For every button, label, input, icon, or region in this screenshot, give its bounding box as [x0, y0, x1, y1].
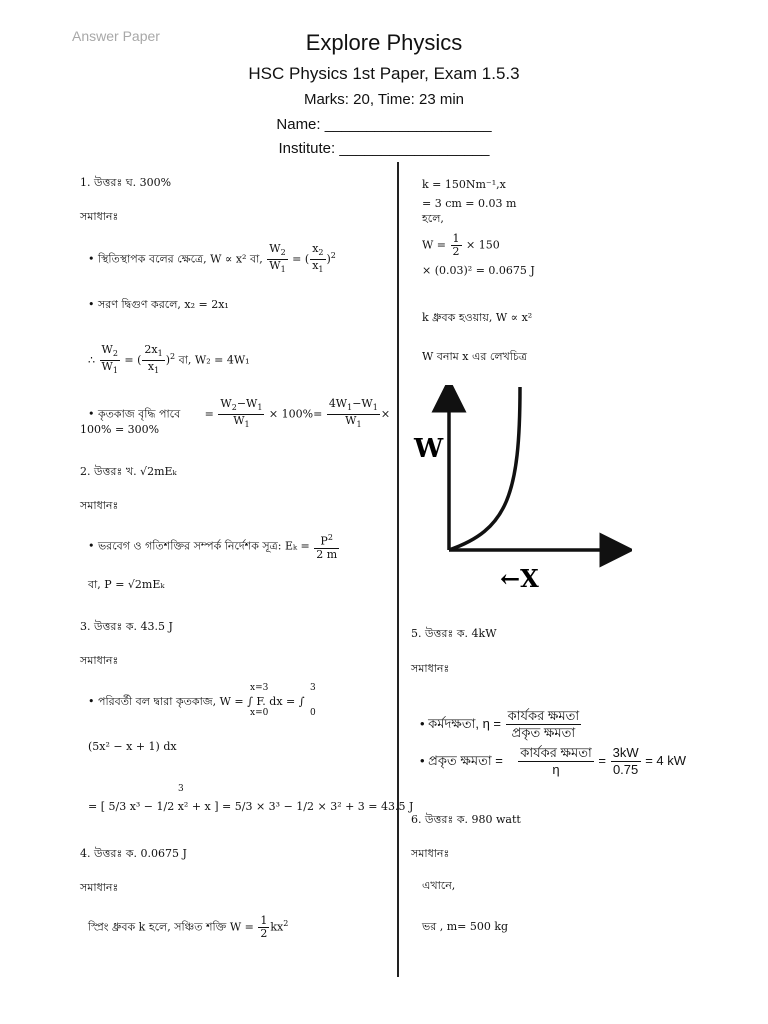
q6-solution-label: সমাধানঃ	[411, 847, 450, 860]
column-divider	[397, 162, 399, 977]
q5-frac-power: $\frac{\text{কার্যকর ক্ষমতা}}{\eta}$	[520, 745, 592, 777]
marks-time: Marks: 20, Time: 23 min	[303, 91, 465, 108]
q2-line1-text: • ভরবেগ ও গতিশক্তির সম্পর্ক নির্দেশক সূত্র: Eₖ =	[88, 539, 310, 553]
r-line6: k ধ্রুবক হওয়ায়, W ∝ x²	[422, 311, 533, 324]
q5-solution-label: সমাধানঃ	[411, 662, 450, 675]
r-line4	[422, 233, 500, 258]
q6-line2: ভর , m= 500 kg	[422, 920, 509, 933]
q4-line1-text: স্প্রিং ধ্রুবক k হলে, সঞ্চিত শক্তি W =	[88, 920, 254, 934]
q6-answer: 6. উত্তরঃ ক. 980 watt	[411, 813, 521, 826]
r-frac-half: $\frac{1}{2}$	[452, 232, 460, 258]
r-line4-suffix: × 150	[466, 238, 500, 252]
page-title: Explore Physics	[305, 30, 463, 55]
q4-solution-label: সমাধানঃ	[80, 881, 119, 894]
q5-answer: 5. উত্তরঃ ক. 4kW	[411, 627, 497, 640]
q5-line2-result: = 4 kW	[645, 752, 687, 768]
q1-frac-4w: $\frac{4W_1-W_1}{W_1}$	[328, 397, 378, 430]
q5-frac-eff: $\frac{\text{কার্যকর ক্ষমতা}}{\text{প্রকৃত ক্ষমতা}}$	[507, 708, 580, 740]
q1-line5: 100% = 300%	[80, 423, 160, 436]
q2-solution-label: সমাধানঃ	[80, 499, 119, 512]
q3-lim-bot: x=0	[250, 708, 269, 718]
q3-lim2-bot: 0	[310, 708, 316, 718]
q2-line2: বা, P = √2mEₖ	[88, 578, 165, 591]
q1-line4-text: • কৃতকাজ বৃদ্ধি পাবে	[88, 407, 181, 421]
q1-line2: • সরণ দ্বিগুণ করলে, x₂ = 2x₁	[88, 298, 229, 311]
q3-line3-limit: 3	[178, 784, 184, 794]
r-line4-prefix: W =	[422, 238, 447, 252]
q5-line2: • প্রকৃত ক্ষমতা = $\frac{\text{কার্যকর ক্ষমতা}}{\eta}$ = $\frac{3kW}{0.75}$ = 4 kW	[420, 745, 687, 777]
q1-answer: 1. উত্তরঃ ঘ. 300%	[80, 176, 172, 189]
q3-line1: • পরিবর্তী বল দ্বারা কৃতকাজ, W = ∫ F. dx = ∫	[88, 695, 305, 708]
q3-line2: (5x² − x + 1) dx	[88, 740, 177, 753]
w-vs-x-graph	[412, 385, 632, 595]
q1-line4: • কৃতকাজ বৃদ্ধি পাবে = $\frac{W_2-W_1}{W_1}$ × 100%= $\frac{4W_1-W_1}{W_1}$ ×	[88, 397, 391, 430]
q5-frac-value: $\frac{3kW}{0.75}$	[612, 745, 639, 777]
q1-frac-2x: $\frac{2x_1}{x_1}$	[144, 343, 163, 376]
q5-line1-prefix: • কর্মদক্ষতা, η =	[420, 715, 502, 731]
q5-line1	[420, 708, 582, 741]
q3-line3: = [ 5/3 x³ − 1/2 x² + x ] = 5/3 × 3³ − 1/2 × 3² + 3 = 43.5 J	[88, 800, 414, 813]
parabola-curve	[449, 387, 520, 550]
q3-answer: 3. উত্তরঃ ক. 43.5 J	[80, 620, 173, 633]
q2-line1	[88, 532, 340, 561]
q3-lim2-top: 3	[310, 683, 316, 693]
q4-frac: $\frac{1}{2}$	[260, 914, 268, 940]
q3-solution-label: সমাধানঃ	[80, 654, 119, 667]
q2-frac: $\frac{P^2}{2 m}$	[316, 533, 338, 561]
answer-paper-tag: Answer Paper	[72, 28, 160, 44]
q1-line3: ∴ $\frac{W_2}{W_1}$ = ( $\frac{2x_1}{x_1}$ )$^2$ বা, W₂ = 4W₁	[88, 343, 250, 376]
r-line5: × (0.03)² = 0.0675 J	[422, 264, 535, 277]
graph-y-label: W	[414, 434, 444, 464]
exam-subtitle: HSC Physics 1st Paper, Exam 1.5.3	[248, 64, 520, 83]
q6-line1: এখানে,	[422, 879, 456, 892]
q1-line1: • স্থিতিস্থাপক বলের ক্ষেত্রে, W ∝ x² বা, $\frac{W_2}{W_1}$ = ( $\frac{x_2}{x_1}$ )$^2$	[88, 242, 336, 275]
q4-line1: স্প্রিং ধ্রুবক k হলে, সঞ্চিত শক্তি W = $\frac{1}{2}$ $kx^2$	[88, 914, 289, 940]
q1-frac-diff: $\frac{W_2-W_1}{W_1}$	[220, 397, 263, 430]
q1-frac-w: $\frac{W_2}{W_1}$	[269, 242, 286, 275]
q1-line1-text: • স্থিতিস্থাপক বলের ক্ষেত্রে, W ∝ x² বা,	[88, 252, 263, 266]
name-field: Name: ____________________	[276, 116, 492, 133]
r-line1: k = 150Nm⁻¹,x	[422, 178, 506, 191]
r-line3: হলে,	[422, 212, 444, 225]
q4-answer: 4. উত্তরঃ ক. 0.0675 J	[80, 847, 187, 860]
r-line7: W বনাম x এর লেখচিত্র	[422, 350, 527, 363]
q1-frac-w2: $\frac{W_2}{W_1}$	[101, 343, 118, 376]
institute-field: Institute: __________________	[278, 140, 490, 157]
q1-line3-suffix: বা, W₂ = 4W₁	[178, 353, 250, 367]
q2-answer: 2. উত্তরঃ খ. √2mEₖ	[80, 465, 177, 478]
q5-line2-prefix: • প্রকৃত ক্ষমতা =	[420, 752, 503, 768]
q1-frac-x: $\frac{x_2}{x_1}$	[312, 242, 324, 275]
q3-lim-top: x=3	[250, 683, 269, 693]
graph-x-label: ←X	[500, 564, 539, 593]
q1-solution-label: সমাধানঃ	[80, 210, 119, 223]
r-line2: = 3 cm = 0.03 m	[422, 197, 517, 210]
